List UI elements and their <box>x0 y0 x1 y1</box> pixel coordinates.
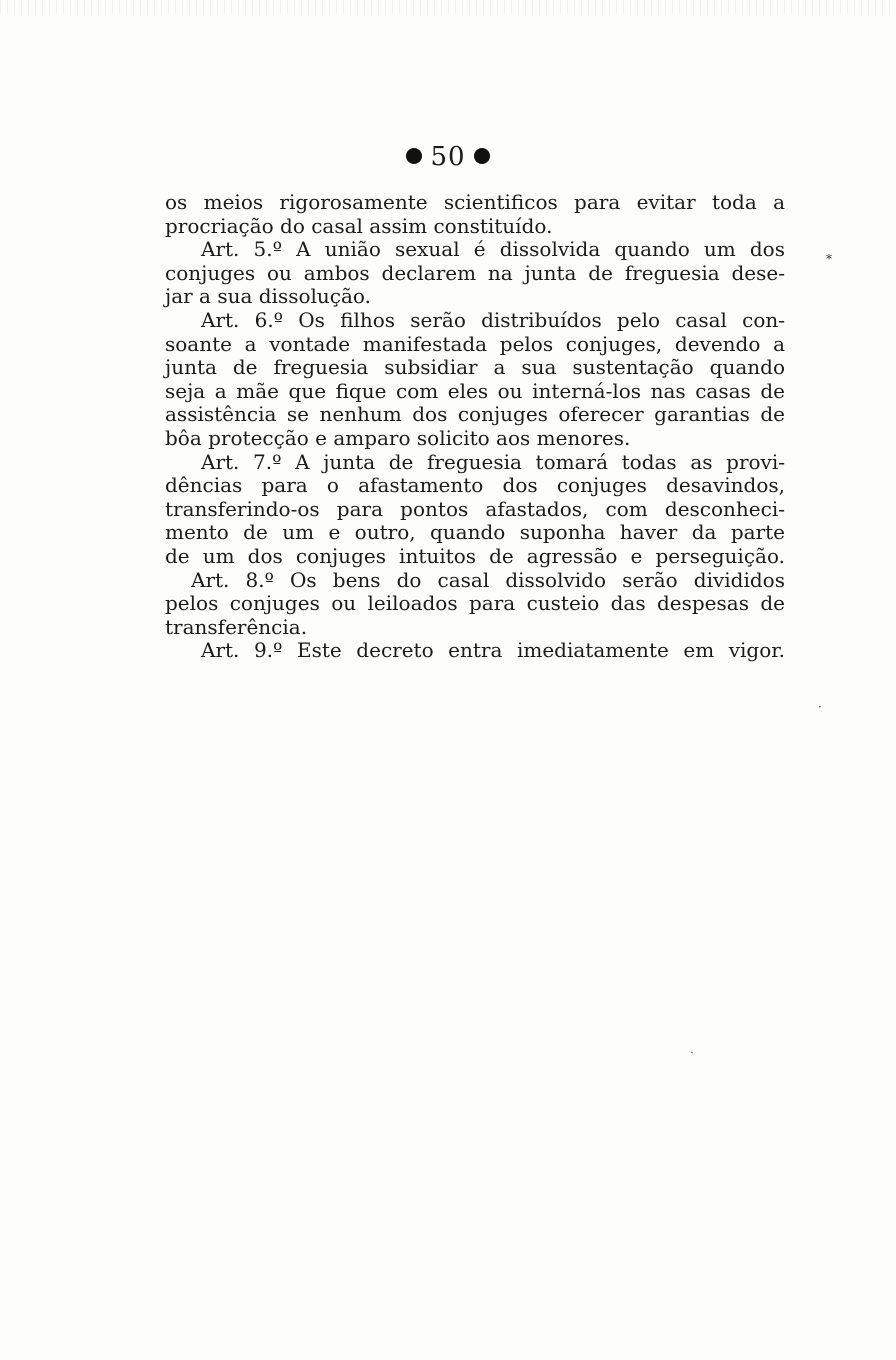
text-line: Art. 5.º A união sexual é dissolvida quando um dos <box>201 237 785 262</box>
body-text <box>165 191 785 663</box>
page-edge-speckle <box>0 0 896 14</box>
page-number: 50 <box>430 142 466 172</box>
text-line: mento de um e outro, quando suponha haver da parte <box>165 520 785 545</box>
text-line: de um dos conjuges intuitos de agressão e perseguição. <box>165 543 785 568</box>
stray-ink-mark: ⁎ <box>826 248 832 262</box>
text-line: conjuges ou ambos declarem na junta de freguesia dese- <box>165 260 785 285</box>
stray-ink-mark: ˏ <box>690 1040 694 1054</box>
text-line: soante a vontade manifestada pelos conjuges, devendo a <box>165 331 785 356</box>
text-line: junta de freguesia subsidiar a sua sustentação quando <box>165 355 785 380</box>
text-line: dências para o afastamento dos conjuges desavindos, <box>165 473 785 498</box>
page-header <box>0 140 896 174</box>
text-line: bôa protecção e amparo solicito aos menores. <box>165 425 631 450</box>
bullet-left-icon <box>406 148 422 164</box>
text-line: Art. 7.º A junta de freguesia tomará todas as provi- <box>201 449 785 474</box>
stray-ink-mark: · <box>818 700 822 714</box>
text-line: transferindo-os para pontos afastados, com desconheci- <box>165 496 785 521</box>
text-line: pelos conjuges ou leiloados para custeio das despesas de <box>165 591 785 616</box>
text-line: assistência se nenhum dos conjuges oferecer garantias de <box>165 402 785 427</box>
text-line: Art. 8.º Os bens do casal dissolvido serão divididos <box>191 567 785 592</box>
text-line: transferência. <box>165 614 308 639</box>
text-line: os meios rigorosamente scientificos para evitar toda a <box>165 190 785 214</box>
text-line: Art. 9.º Este decreto entra imediatamente em vigor. <box>201 638 785 663</box>
text-line: Art. 6.º Os filhos serão distribuídos pelo casal con- <box>201 307 785 332</box>
text-line: seja a mãe que fique com eles ou interná-los nas casas de <box>165 378 785 403</box>
bullet-right-icon <box>474 148 490 164</box>
text-line: procriação do casal assim constituído. <box>165 213 553 238</box>
text-line: jar a sua dissolução. <box>165 284 371 309</box>
